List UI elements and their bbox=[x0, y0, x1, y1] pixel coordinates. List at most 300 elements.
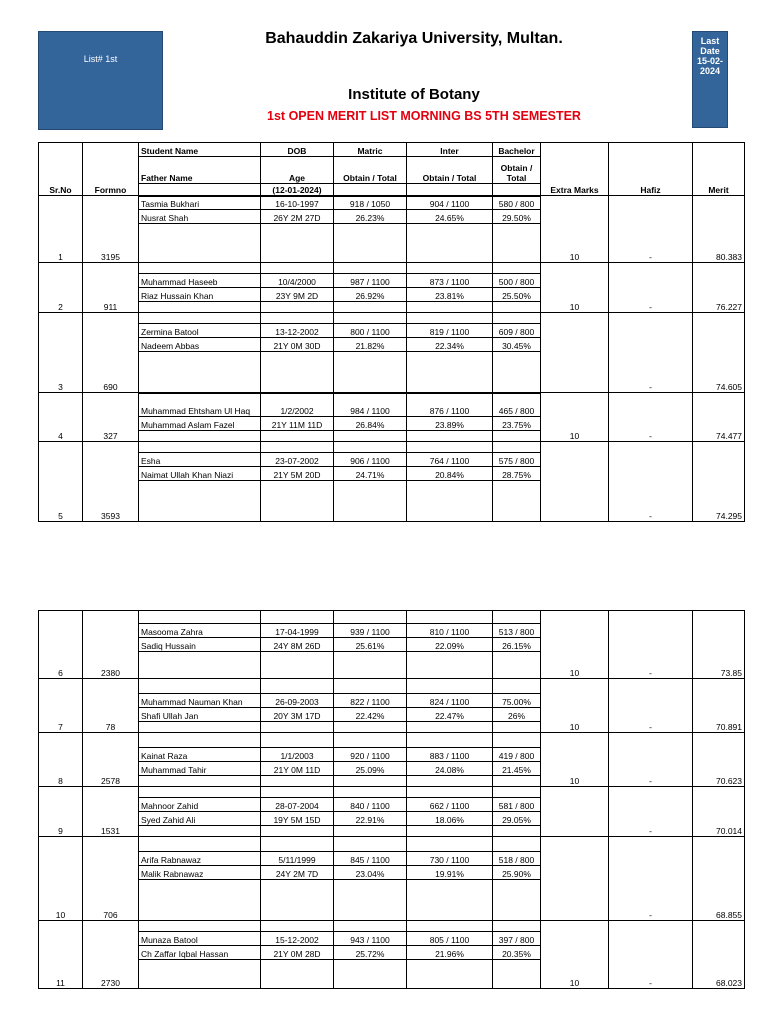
extra-marks-cell: 10 bbox=[541, 263, 609, 313]
bachelor-cell: 581 / 800 bbox=[493, 798, 541, 812]
merit-cell: 76.227 bbox=[693, 263, 745, 313]
spacer-cell bbox=[139, 442, 261, 453]
spacer-cell bbox=[493, 722, 541, 733]
extra-marks-cell: 10 bbox=[541, 611, 609, 679]
age-cell: 19Y 5M 15D bbox=[261, 812, 334, 826]
last-date-line: Date bbox=[700, 46, 720, 56]
father-name-cell: Malik Rabnawaz bbox=[139, 866, 261, 880]
spacer-cell bbox=[261, 837, 334, 852]
spacer-cell bbox=[139, 826, 261, 837]
matric-percent-cell: 22.91% bbox=[334, 812, 407, 826]
spacer-cell bbox=[493, 302, 541, 313]
extra-marks-cell bbox=[541, 837, 609, 921]
age-cell: 26Y 2M 27D bbox=[261, 210, 334, 224]
spacer-cell bbox=[493, 224, 541, 263]
spacer-cell bbox=[407, 652, 493, 679]
spacer-cell bbox=[334, 352, 407, 393]
record-row bbox=[39, 679, 745, 694]
student-name-cell: Kainat Raza bbox=[139, 748, 261, 762]
srno-cell: 7 bbox=[39, 679, 83, 733]
extra-marks-cell bbox=[541, 787, 609, 837]
spacer-cell bbox=[334, 611, 407, 624]
formno-cell: 911 bbox=[83, 263, 139, 313]
father-name-cell: Nadeem Abbas bbox=[139, 338, 261, 352]
spacer-cell bbox=[334, 263, 407, 274]
spacer-cell bbox=[334, 302, 407, 313]
spacer-cell bbox=[139, 431, 261, 442]
record-row bbox=[39, 733, 745, 748]
inter-percent-cell: 22.47% bbox=[407, 708, 493, 722]
spacer-cell bbox=[407, 313, 493, 324]
matric-percent-cell: 21.82% bbox=[334, 338, 407, 352]
bachelor-cell: 75.00% bbox=[493, 694, 541, 708]
matric-percent-cell: 26.23% bbox=[334, 210, 407, 224]
spacer-cell bbox=[407, 880, 493, 921]
age-cell: 21Y 5M 20D bbox=[261, 467, 334, 481]
inter-percent-cell: 19.91% bbox=[407, 866, 493, 880]
spacer-cell bbox=[139, 960, 261, 989]
inter-cell: 805 / 1100 bbox=[407, 932, 493, 946]
column-header-formno: Formno bbox=[83, 143, 139, 196]
inter-percent-cell: 24.08% bbox=[407, 762, 493, 776]
spacer-cell bbox=[334, 787, 407, 798]
matric-cell: 800 / 1100 bbox=[334, 324, 407, 338]
merit-cell: 70.014 bbox=[693, 787, 745, 837]
bachelor-cell: 513 / 800 bbox=[493, 624, 541, 638]
formno-cell: 706 bbox=[83, 837, 139, 921]
spacer-cell bbox=[407, 776, 493, 787]
record-row bbox=[39, 442, 745, 453]
inter-percent-cell: 20.84% bbox=[407, 467, 493, 481]
matric-cell: 845 / 1100 bbox=[334, 852, 407, 866]
merit-cell: 68.023 bbox=[693, 921, 745, 989]
dob-cell: 1/2/2002 bbox=[261, 394, 334, 417]
spacer-cell bbox=[261, 481, 334, 522]
extra-marks-cell bbox=[541, 313, 609, 393]
spacer-cell bbox=[493, 352, 541, 393]
spacer-cell bbox=[139, 776, 261, 787]
spacer-cell bbox=[139, 313, 261, 324]
spacer-cell bbox=[334, 880, 407, 921]
spacer-cell bbox=[334, 921, 407, 932]
father-name-cell: Shafi Ullah Jan bbox=[139, 708, 261, 722]
matric-cell: 943 / 1100 bbox=[334, 932, 407, 946]
matric-cell: 822 / 1100 bbox=[334, 694, 407, 708]
spacer-cell bbox=[493, 611, 541, 624]
spacer-cell bbox=[334, 652, 407, 679]
inter-percent-cell: 24.65% bbox=[407, 210, 493, 224]
spacer-cell bbox=[407, 442, 493, 453]
srno-cell: 3 bbox=[39, 313, 83, 393]
age-cell: 24Y 2M 7D bbox=[261, 866, 334, 880]
srno-cell: 4 bbox=[39, 393, 83, 442]
age-cell: 21Y 11M 11D bbox=[261, 417, 334, 431]
student-name-cell: Masooma Zahra bbox=[139, 624, 261, 638]
last-date-line: 2024 bbox=[699, 66, 721, 76]
spacer-cell bbox=[139, 263, 261, 274]
spacer-cell bbox=[261, 787, 334, 798]
student-name-cell: Muhammad Ehtsham Ul Haq bbox=[139, 394, 261, 417]
inter-cell: 873 / 1100 bbox=[407, 274, 493, 288]
matric-cell: 840 / 1100 bbox=[334, 798, 407, 812]
column-header-dob: DOB bbox=[261, 143, 334, 157]
spacer-cell bbox=[139, 652, 261, 679]
father-name-cell: Muhammad Aslam Fazel bbox=[139, 417, 261, 431]
column-header-age: Age bbox=[261, 157, 334, 184]
extra-marks-cell: 10 bbox=[541, 393, 609, 442]
inter-percent-cell: 22.34% bbox=[407, 338, 493, 352]
merit-cell: 80.383 bbox=[693, 196, 745, 263]
spacer-cell bbox=[407, 263, 493, 274]
inter-percent-cell: 23.81% bbox=[407, 288, 493, 302]
age-cell: 21Y 0M 11D bbox=[261, 762, 334, 776]
father-name-cell: Ch Zaffar Iqbal Hassan bbox=[139, 946, 261, 960]
father-name-cell: Riaz Hussain Khan bbox=[139, 288, 261, 302]
srno-cell: 9 bbox=[39, 787, 83, 837]
matric-cell: 906 / 1100 bbox=[334, 453, 407, 467]
column-header-inter: Inter bbox=[407, 143, 493, 157]
student-name-cell: Mahnoor Zahid bbox=[139, 798, 261, 812]
spacer-cell bbox=[334, 431, 407, 442]
spacer-cell bbox=[139, 224, 261, 263]
dob-cell: 23-07-2002 bbox=[261, 453, 334, 467]
matric-cell: 939 / 1100 bbox=[334, 624, 407, 638]
column-header-hafiz: Hafiz bbox=[609, 143, 693, 196]
bachelor-percent-cell: 29.50% bbox=[493, 210, 541, 224]
spacer-cell bbox=[407, 352, 493, 393]
hafiz-cell: - bbox=[609, 837, 693, 921]
hafiz-cell: - bbox=[609, 787, 693, 837]
formno-cell: 690 bbox=[83, 313, 139, 393]
spacer-cell bbox=[334, 826, 407, 837]
bachelor-cell: 518 / 800 bbox=[493, 852, 541, 866]
extra-marks-cell: 10 bbox=[541, 679, 609, 733]
spacer-cell bbox=[493, 880, 541, 921]
spacer-cell bbox=[493, 313, 541, 324]
column-header-bachelor: Bachelor bbox=[493, 143, 541, 157]
matric-cell: 987 / 1100 bbox=[334, 274, 407, 288]
matric-percent-cell: 26.84% bbox=[334, 417, 407, 431]
bachelor-cell: 419 / 800 bbox=[493, 748, 541, 762]
inter-cell: 883 / 1100 bbox=[407, 748, 493, 762]
column-header-srno: Sr.No bbox=[39, 143, 83, 196]
spacer-cell bbox=[407, 921, 493, 932]
record-row bbox=[39, 611, 745, 624]
hafiz-cell: - bbox=[609, 196, 693, 263]
column-header-bachelor-sub: Obtain / Total bbox=[493, 157, 541, 184]
record-row bbox=[39, 921, 745, 932]
spacer-cell bbox=[407, 787, 493, 798]
matric-percent-cell: 22.42% bbox=[334, 708, 407, 722]
srno-cell: 8 bbox=[39, 733, 83, 787]
spacer-cell bbox=[493, 431, 541, 442]
spacer-cell bbox=[261, 776, 334, 787]
spacer-cell bbox=[334, 837, 407, 852]
formno-cell: 2578 bbox=[83, 733, 139, 787]
column-header-extra-marks: Extra Marks bbox=[541, 143, 609, 196]
header-row bbox=[39, 143, 745, 157]
spacer-cell bbox=[334, 224, 407, 263]
bachelor-percent-cell: 25.90% bbox=[493, 866, 541, 880]
table-cell bbox=[407, 184, 493, 196]
spacer-cell bbox=[334, 679, 407, 694]
spacer-cell bbox=[334, 960, 407, 989]
bachelor-cell: 580 / 800 bbox=[493, 197, 541, 210]
inter-cell: 904 / 1100 bbox=[407, 197, 493, 210]
spacer-cell bbox=[493, 960, 541, 989]
spacer-cell bbox=[493, 826, 541, 837]
extra-marks-cell: 10 bbox=[541, 196, 609, 263]
age-cell: 20Y 3M 17D bbox=[261, 708, 334, 722]
student-name-cell: Arifa Rabnawaz bbox=[139, 852, 261, 866]
age-cell: 21Y 0M 30D bbox=[261, 338, 334, 352]
spacer-cell bbox=[261, 431, 334, 442]
matric-percent-cell: 25.09% bbox=[334, 762, 407, 776]
inter-percent-cell: 22.09% bbox=[407, 638, 493, 652]
bachelor-cell: 397 / 800 bbox=[493, 932, 541, 946]
student-name-cell: Muhammad Haseeb bbox=[139, 274, 261, 288]
inter-cell: 824 / 1100 bbox=[407, 694, 493, 708]
bachelor-percent-cell: 20.35% bbox=[493, 946, 541, 960]
inter-percent-cell: 18.06% bbox=[407, 812, 493, 826]
age-cell: 23Y 9M 2D bbox=[261, 288, 334, 302]
spacer-cell bbox=[334, 481, 407, 522]
column-header-age-date: (12-01-2024) bbox=[261, 184, 334, 196]
spacer-cell bbox=[261, 880, 334, 921]
table-cell bbox=[139, 184, 261, 196]
inter-cell: 764 / 1100 bbox=[407, 453, 493, 467]
dob-cell: 17-04-1999 bbox=[261, 624, 334, 638]
srno-cell: 2 bbox=[39, 263, 83, 313]
hafiz-cell: - bbox=[609, 442, 693, 522]
formno-cell: 78 bbox=[83, 679, 139, 733]
merit-table-page-1 bbox=[38, 142, 745, 522]
bachelor-percent-cell: 26.15% bbox=[493, 638, 541, 652]
student-name-cell: Esha bbox=[139, 453, 261, 467]
merit-cell: 70.623 bbox=[693, 733, 745, 787]
father-name-cell: Syed Zahid Ali bbox=[139, 812, 261, 826]
student-name-cell: Munaza Batool bbox=[139, 932, 261, 946]
dob-cell: 15-12-2002 bbox=[261, 932, 334, 946]
spacer-cell bbox=[139, 352, 261, 393]
spacer-cell bbox=[407, 960, 493, 989]
bachelor-percent-cell: 21.45% bbox=[493, 762, 541, 776]
table-cell bbox=[334, 184, 407, 196]
spacer-cell bbox=[407, 611, 493, 624]
spacer-cell bbox=[493, 776, 541, 787]
formno-cell: 327 bbox=[83, 393, 139, 442]
bachelor-cell: 609 / 800 bbox=[493, 324, 541, 338]
hafiz-cell: - bbox=[609, 263, 693, 313]
spacer-cell bbox=[139, 481, 261, 522]
formno-cell: 2380 bbox=[83, 611, 139, 679]
bachelor-cell: 465 / 800 bbox=[493, 394, 541, 417]
merit-cell: 68.855 bbox=[693, 837, 745, 921]
extra-marks-cell: 10 bbox=[541, 921, 609, 989]
record-row bbox=[39, 837, 745, 852]
merit-list-title: 1st OPEN MERIT LIST MORNING BS 5TH SEMESTER bbox=[267, 109, 581, 123]
hafiz-cell: - bbox=[609, 679, 693, 733]
column-header-merit: Merit bbox=[693, 143, 745, 196]
student-name-cell: Tasmia Bukhari bbox=[139, 197, 261, 210]
spacer-cell bbox=[334, 776, 407, 787]
spacer-cell bbox=[407, 481, 493, 522]
column-header-matric-sub: Obtain / Total bbox=[334, 157, 407, 184]
inter-cell: 876 / 1100 bbox=[407, 394, 493, 417]
spacer-cell bbox=[261, 722, 334, 733]
bachelor-cell: 500 / 800 bbox=[493, 274, 541, 288]
spacer-cell bbox=[139, 921, 261, 932]
record-row bbox=[39, 313, 745, 324]
column-header-matric: Matric bbox=[334, 143, 407, 157]
spacer-cell bbox=[261, 263, 334, 274]
spacer-cell bbox=[261, 921, 334, 932]
university-title: Bahauddin Zakariya University, Multan. bbox=[265, 30, 563, 47]
hafiz-cell: - bbox=[609, 921, 693, 989]
spacer-cell bbox=[407, 679, 493, 694]
formno-cell: 3195 bbox=[83, 196, 139, 263]
merit-cell: 70.891 bbox=[693, 679, 745, 733]
spacer-cell bbox=[261, 611, 334, 624]
spacer-cell bbox=[139, 611, 261, 624]
dob-cell: 5/11/1999 bbox=[261, 852, 334, 866]
father-name-cell: Nusrat Shah bbox=[139, 210, 261, 224]
hafiz-cell: - bbox=[609, 733, 693, 787]
father-name-cell: Naimat Ullah Khan Niazi bbox=[139, 467, 261, 481]
merit-table-page-2 bbox=[38, 610, 745, 989]
spacer-cell bbox=[493, 481, 541, 522]
spacer-cell bbox=[493, 787, 541, 798]
extra-marks-cell bbox=[541, 442, 609, 522]
spacer-cell bbox=[261, 652, 334, 679]
matric-percent-cell: 24.71% bbox=[334, 467, 407, 481]
bachelor-percent-cell: 28.75% bbox=[493, 467, 541, 481]
dob-cell: 13-12-2002 bbox=[261, 324, 334, 338]
record-row bbox=[39, 263, 745, 274]
student-name-cell: Zermina Batool bbox=[139, 324, 261, 338]
srno-cell: 6 bbox=[39, 611, 83, 679]
hafiz-cell: - bbox=[609, 393, 693, 442]
last-date-line: 15-02- bbox=[696, 56, 723, 66]
srno-cell: 1 bbox=[39, 196, 83, 263]
dob-cell: 28-07-2004 bbox=[261, 798, 334, 812]
inter-percent-cell: 23.89% bbox=[407, 417, 493, 431]
spacer-cell bbox=[493, 679, 541, 694]
spacer-cell bbox=[261, 733, 334, 748]
bachelor-percent-cell: 26% bbox=[493, 708, 541, 722]
spacer-cell bbox=[493, 652, 541, 679]
merit-cell: 74.295 bbox=[693, 442, 745, 522]
spacer-cell bbox=[407, 837, 493, 852]
spacer-cell bbox=[139, 679, 261, 694]
father-name-cell: Sadiq Hussain bbox=[139, 638, 261, 652]
column-header-inter-sub: Obtain / Total bbox=[407, 157, 493, 184]
father-name-cell: Muhammad Tahir bbox=[139, 762, 261, 776]
inter-percent-cell: 21.96% bbox=[407, 946, 493, 960]
spacer-cell bbox=[407, 826, 493, 837]
merit-cell: 74.605 bbox=[693, 313, 745, 393]
last-date-line: Last bbox=[700, 36, 720, 46]
matric-percent-cell: 23.04% bbox=[334, 866, 407, 880]
matric-cell: 920 / 1100 bbox=[334, 748, 407, 762]
spacer-cell bbox=[139, 837, 261, 852]
student-name-cell: Muhammad Nauman Khan bbox=[139, 694, 261, 708]
spacer-cell bbox=[261, 224, 334, 263]
merit-cell: 73.85 bbox=[693, 611, 745, 679]
spacer-cell bbox=[261, 302, 334, 313]
hafiz-cell: - bbox=[609, 611, 693, 679]
column-header-father-name: Father Name bbox=[139, 157, 261, 184]
matric-percent-cell: 25.72% bbox=[334, 946, 407, 960]
extra-marks-cell: 10 bbox=[541, 733, 609, 787]
srno-cell: 11 bbox=[39, 921, 83, 989]
spacer-cell bbox=[334, 733, 407, 748]
matric-percent-cell: 25.61% bbox=[334, 638, 407, 652]
spacer-cell bbox=[139, 787, 261, 798]
spacer-cell bbox=[139, 302, 261, 313]
matric-cell: 918 / 1050 bbox=[334, 197, 407, 210]
spacer-cell bbox=[334, 313, 407, 324]
bachelor-percent-cell: 30.45% bbox=[493, 338, 541, 352]
dob-cell: 1/1/2003 bbox=[261, 748, 334, 762]
spacer-cell bbox=[261, 442, 334, 453]
dob-cell: 16-10-1997 bbox=[261, 197, 334, 210]
spacer-cell bbox=[493, 837, 541, 852]
matric-cell: 984 / 1100 bbox=[334, 394, 407, 417]
spacer-cell bbox=[334, 442, 407, 453]
column-header-student-name: Student Name bbox=[139, 143, 261, 157]
spacer-cell bbox=[407, 224, 493, 263]
srno-cell: 10 bbox=[39, 837, 83, 921]
institute-title: Institute of Botany bbox=[348, 86, 480, 103]
spacer-cell bbox=[493, 921, 541, 932]
merit-cell: 74.477 bbox=[693, 393, 745, 442]
spacer-cell bbox=[407, 733, 493, 748]
hafiz-cell: - bbox=[609, 313, 693, 393]
bachelor-percent-cell: 29.05% bbox=[493, 812, 541, 826]
spacer-cell bbox=[261, 826, 334, 837]
bachelor-percent-cell: 23.75% bbox=[493, 417, 541, 431]
spacer-cell bbox=[261, 352, 334, 393]
spacer-cell bbox=[493, 733, 541, 748]
table-cell bbox=[493, 184, 541, 196]
inter-cell: 810 / 1100 bbox=[407, 624, 493, 638]
formno-cell: 3593 bbox=[83, 442, 139, 522]
record-row bbox=[39, 787, 745, 798]
spacer-cell bbox=[139, 880, 261, 921]
matric-percent-cell: 26.92% bbox=[334, 288, 407, 302]
spacer-cell bbox=[139, 733, 261, 748]
bachelor-cell: 575 / 800 bbox=[493, 453, 541, 467]
age-cell: 21Y 0M 28D bbox=[261, 946, 334, 960]
spacer-cell bbox=[407, 431, 493, 442]
spacer-cell bbox=[261, 679, 334, 694]
spacer-cell bbox=[407, 302, 493, 313]
spacer-cell bbox=[407, 722, 493, 733]
spacer-cell bbox=[139, 722, 261, 733]
spacer-cell bbox=[334, 722, 407, 733]
dob-cell: 26-09-2003 bbox=[261, 694, 334, 708]
formno-cell: 2730 bbox=[83, 921, 139, 989]
list-number-label: List# 1st bbox=[83, 54, 118, 64]
age-cell: 24Y 8M 26D bbox=[261, 638, 334, 652]
inter-cell: 662 / 1100 bbox=[407, 798, 493, 812]
spacer-cell bbox=[261, 313, 334, 324]
spacer-cell bbox=[493, 263, 541, 274]
bachelor-percent-cell: 25.50% bbox=[493, 288, 541, 302]
formno-cell: 1531 bbox=[83, 787, 139, 837]
inter-cell: 730 / 1100 bbox=[407, 852, 493, 866]
